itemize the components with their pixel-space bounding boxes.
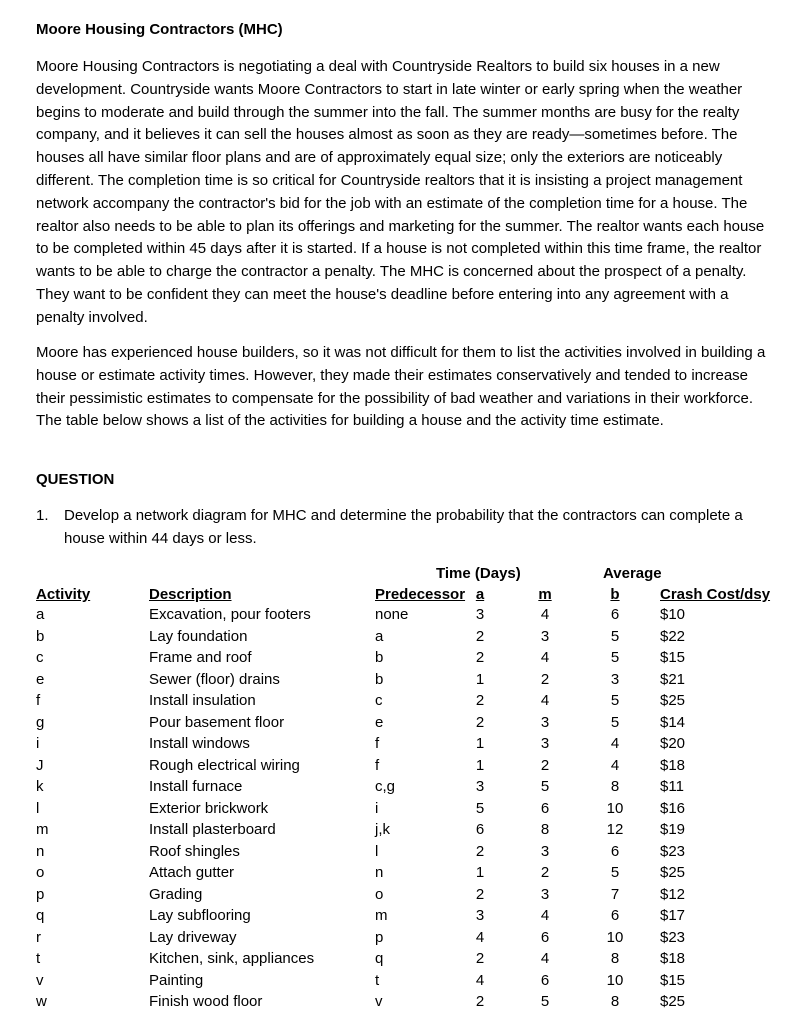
m-cell: 3 bbox=[540, 885, 550, 903]
activity-cell: m bbox=[36, 821, 49, 838]
a-cell: 3 bbox=[475, 778, 485, 795]
crash-cost-cell: $21 bbox=[660, 670, 686, 688]
m-cell: 6 bbox=[540, 799, 550, 817]
m-cell: 5 bbox=[540, 778, 550, 795]
b-cell: 6 bbox=[610, 606, 620, 623]
crash-cost-cell: $15 bbox=[660, 649, 686, 666]
crash-cost-cell: $10 bbox=[660, 606, 686, 623]
table-row bbox=[0, 884, 797, 905]
crash-cost-column-header: Crash Cost/dsy bbox=[660, 586, 771, 603]
m-cell: 2 bbox=[540, 864, 550, 881]
m-cell: 3 bbox=[540, 735, 550, 752]
predecessor-cell: l bbox=[375, 842, 379, 860]
m-cell: 2 bbox=[540, 670, 550, 688]
table-row bbox=[0, 841, 797, 862]
crash-cost-cell: $25 bbox=[660, 993, 686, 1010]
activity-cell: v bbox=[36, 971, 44, 989]
m-cell: 8 bbox=[540, 821, 550, 838]
table-row bbox=[0, 647, 797, 668]
predecessor-cell: v bbox=[375, 993, 383, 1010]
a-cell: 2 bbox=[475, 627, 485, 645]
m-cell: 4 bbox=[540, 692, 550, 709]
predecessor-cell: f bbox=[375, 756, 380, 774]
activity-cell: b bbox=[36, 627, 45, 645]
table-row bbox=[0, 948, 797, 969]
b-cell: 8 bbox=[610, 778, 620, 795]
table-row bbox=[0, 862, 797, 883]
b-cell: 10 bbox=[606, 971, 624, 989]
crash-cost-cell: $25 bbox=[660, 692, 686, 709]
b-cell: 10 bbox=[606, 799, 624, 817]
crash-cost-cell: $19 bbox=[660, 821, 686, 838]
predecessor-cell: n bbox=[375, 864, 384, 881]
description-cell: Lay driveway bbox=[149, 928, 237, 946]
table-row bbox=[0, 905, 797, 926]
description-cell: Kitchen, sink, appliances bbox=[149, 950, 315, 967]
description-cell: Lay subflooring bbox=[149, 907, 251, 924]
predecessor-cell: c,g bbox=[375, 778, 396, 795]
estimates-paragraph: Moore has experienced house builders, so it was not difficult for them to list the activities involved in building a house or estimate activity times. However, they made their estimates conservatively and tended to increase their pessimistic estimates to compensate for the possibility of bad weather and variations in their workforce. The table below shows a list of the activities for building a house and the activity time estimate. bbox=[36, 344, 766, 430]
a-cell: 1 bbox=[475, 756, 485, 774]
table-row bbox=[0, 927, 797, 948]
predecessor-cell: none bbox=[375, 606, 409, 623]
a-cell: 3 bbox=[475, 907, 485, 924]
b-cell: 6 bbox=[610, 907, 620, 924]
crash-cost-cell: $20 bbox=[660, 735, 686, 752]
table-row bbox=[0, 798, 797, 819]
crash-cost-cell: $22 bbox=[660, 627, 686, 645]
table-row bbox=[0, 755, 797, 776]
b-cell: 4 bbox=[610, 756, 620, 774]
activity-cell: f bbox=[36, 692, 41, 709]
activity-cell: g bbox=[36, 713, 45, 731]
activity-cell: o bbox=[36, 864, 45, 881]
predecessor-cell: o bbox=[375, 885, 384, 903]
table-row bbox=[0, 669, 797, 690]
description-cell: Install insulation bbox=[149, 692, 256, 709]
predecessor-cell: e bbox=[375, 713, 384, 731]
crash-cost-cell: $25 bbox=[660, 864, 686, 881]
activity-cell: w bbox=[36, 993, 47, 1010]
description-cell: Attach gutter bbox=[149, 864, 235, 881]
question-text: Develop a network diagram for MHC and determine the probability that the contractors can complete a house within 44 days or less. bbox=[64, 507, 743, 547]
document-title: Moore Housing Contractors (MHC) bbox=[36, 21, 283, 38]
a-cell: 2 bbox=[475, 692, 485, 709]
description-cell: Finish wood floor bbox=[149, 993, 263, 1010]
table-row bbox=[0, 733, 797, 754]
m-cell: 4 bbox=[540, 950, 550, 967]
description-cell: Sewer (floor) drains bbox=[149, 670, 280, 688]
intro-paragraph: Moore Housing Contractors is negotiating a deal with Countryside Realtors to build six houses in a new development. Countryside wants Moore Contractors to start in late winter or early spring when the weather begins to moderate and build through the summer into the fall. The summer months are busy for the realty company, and it believes it can sell the houses almost as soon as they are ready—sometimes before. The houses all have similar floor plans and are of approximately equal size; only the exteriors are noticeably different. The completion time is so critical for Countryside realtors that it is insisting a project management network accompany the contractor's bid for the job with an estimate of the completion time for a house. The realtor also needs to be able to plan its offerings and marketing for the summer. The realtor wants each house to be completed within 45 days after it is started. If a house is not completed within this time frame, the realtor wants to be able to charge the contractor a penalty. The MHC is concerned about the prospect of a penalty. They want to be confident they can meet the house's deadline before entering into any agreement with a penalty involved. bbox=[36, 58, 765, 326]
crash-cost-cell: $23 bbox=[660, 928, 686, 946]
m-cell: 4 bbox=[540, 649, 550, 666]
b-cell: 4 bbox=[610, 735, 620, 752]
description-cell: Grading bbox=[149, 885, 203, 903]
activity-cell: t bbox=[36, 950, 41, 967]
a-cell: 3 bbox=[475, 606, 485, 623]
activity-cell: r bbox=[36, 928, 41, 946]
question-heading: QUESTION bbox=[36, 471, 115, 488]
description-cell: Painting bbox=[149, 971, 204, 989]
m-cell: 4 bbox=[540, 606, 550, 623]
predecessor-cell: t bbox=[375, 971, 380, 989]
b-cell: 10 bbox=[606, 928, 624, 946]
table-row bbox=[0, 690, 797, 711]
predecessor-column-header: Predecessor bbox=[375, 586, 466, 603]
activity-cell: a bbox=[36, 606, 45, 623]
m-cell: 6 bbox=[540, 971, 550, 989]
table-row bbox=[0, 991, 797, 1012]
b-cell: 8 bbox=[610, 993, 620, 1010]
description-cell: Pour basement floor bbox=[149, 713, 285, 731]
a-cell: 2 bbox=[475, 885, 485, 903]
b-cell: 5 bbox=[610, 692, 620, 709]
description-cell: Install plasterboard bbox=[149, 821, 276, 838]
activity-cell: J bbox=[36, 756, 44, 774]
b-cell: 5 bbox=[610, 627, 620, 645]
crash-cost-cell: $18 bbox=[660, 756, 686, 774]
a-cell: 5 bbox=[475, 799, 485, 817]
description-cell: Install furnace bbox=[149, 778, 243, 795]
activity-cell: l bbox=[36, 799, 40, 817]
activity-cell: e bbox=[36, 670, 45, 688]
time-days-header: Time (Days) bbox=[436, 565, 521, 582]
description-cell: Frame and roof bbox=[149, 649, 252, 666]
b-cell: 12 bbox=[606, 821, 624, 838]
predecessor-cell: j,k bbox=[375, 821, 390, 838]
activity-cell: c bbox=[36, 649, 44, 666]
predecessor-cell: b bbox=[375, 670, 384, 688]
m-cell: 3 bbox=[540, 713, 550, 731]
table-row bbox=[0, 776, 797, 797]
predecessor-cell: c bbox=[375, 692, 383, 709]
crash-cost-cell: $23 bbox=[660, 842, 686, 860]
a-cell: 2 bbox=[475, 713, 485, 731]
a-cell: 2 bbox=[475, 842, 485, 860]
crash-cost-cell: $12 bbox=[660, 885, 686, 903]
a-cell: 1 bbox=[475, 670, 485, 688]
activity-cell: i bbox=[36, 735, 40, 752]
crash-cost-cell: $14 bbox=[660, 713, 686, 731]
a-cell: 2 bbox=[475, 649, 485, 666]
activity-cell: n bbox=[36, 842, 45, 860]
table-row bbox=[0, 712, 797, 733]
b-cell: 6 bbox=[610, 842, 620, 860]
b-cell: 8 bbox=[610, 950, 620, 967]
b-cell: 5 bbox=[610, 864, 620, 881]
question-number: 1. bbox=[36, 507, 49, 524]
a-cell: 2 bbox=[475, 950, 485, 967]
activity-cell: k bbox=[36, 778, 44, 795]
average-header: Average bbox=[603, 565, 662, 582]
description-cell: Rough electrical wiring bbox=[149, 756, 300, 774]
predecessor-cell: p bbox=[375, 928, 384, 946]
m-cell: 5 bbox=[540, 993, 550, 1010]
m-cell: 2 bbox=[540, 756, 550, 774]
m-cell: 3 bbox=[540, 842, 550, 860]
description-cell: Excavation, pour footers bbox=[149, 606, 311, 623]
b-cell: 7 bbox=[610, 885, 620, 903]
a-cell: 2 bbox=[475, 993, 485, 1010]
predecessor-cell: f bbox=[375, 735, 380, 752]
a-cell: 4 bbox=[475, 928, 485, 946]
description-cell: Install windows bbox=[149, 735, 250, 752]
a-column-header: a bbox=[475, 586, 485, 603]
table-row bbox=[0, 626, 797, 647]
crash-cost-cell: $16 bbox=[660, 799, 686, 817]
activity-cell: p bbox=[36, 885, 45, 903]
table-row bbox=[0, 604, 797, 625]
description-cell: Exterior brickwork bbox=[149, 799, 269, 817]
table-row bbox=[0, 819, 797, 840]
b-column-header: b bbox=[610, 586, 620, 603]
predecessor-cell: a bbox=[375, 627, 384, 645]
crash-cost-cell: $15 bbox=[660, 971, 686, 989]
predecessor-cell: m bbox=[375, 907, 388, 924]
predecessor-cell: q bbox=[375, 950, 384, 967]
a-cell: 4 bbox=[475, 971, 485, 989]
m-cell: 4 bbox=[540, 907, 550, 924]
predecessor-cell: b bbox=[375, 649, 384, 666]
crash-cost-cell: $11 bbox=[660, 778, 684, 795]
crash-cost-cell: $18 bbox=[660, 950, 686, 967]
description-column-header: Description bbox=[149, 586, 232, 603]
m-column-header: m bbox=[538, 586, 552, 603]
m-cell: 3 bbox=[540, 627, 550, 645]
b-cell: 5 bbox=[610, 649, 620, 666]
description-cell: Lay foundation bbox=[149, 627, 248, 645]
activity-column-header: Activity bbox=[36, 586, 91, 603]
m-cell: 6 bbox=[540, 928, 550, 946]
b-cell: 5 bbox=[610, 713, 620, 731]
activity-cell: q bbox=[36, 907, 45, 924]
table-row bbox=[0, 970, 797, 991]
crash-cost-cell: $17 bbox=[660, 907, 686, 924]
a-cell: 6 bbox=[475, 821, 485, 838]
description-cell: Roof shingles bbox=[149, 842, 240, 860]
a-cell: 1 bbox=[475, 735, 485, 752]
predecessor-cell: i bbox=[375, 799, 379, 817]
b-cell: 3 bbox=[610, 670, 620, 688]
a-cell: 1 bbox=[475, 864, 485, 881]
